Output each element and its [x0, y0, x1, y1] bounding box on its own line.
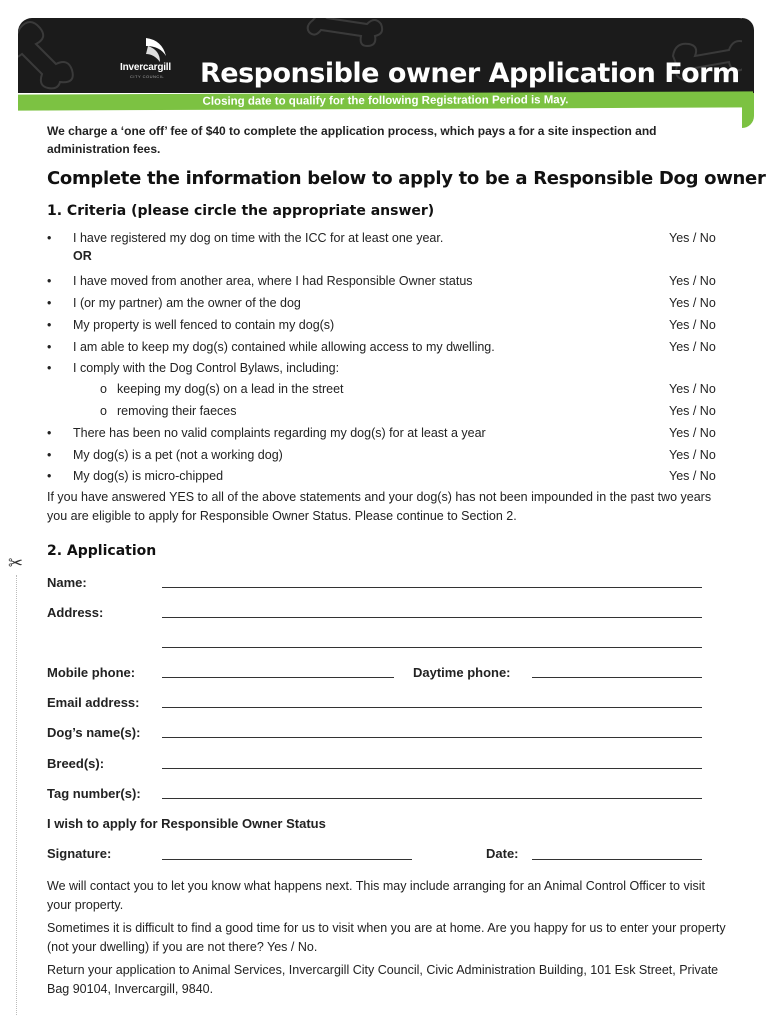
yes-no-answer[interactable]: Yes / No — [669, 469, 716, 483]
email-field[interactable] — [162, 707, 702, 708]
bullet: • — [47, 231, 52, 245]
criteria-text: There has been no valid complaints regarding my dog(s) for at least a year — [73, 426, 486, 440]
contact-note: We will contact you to let you know what happens next. This may include arranging for an Animal Control Officer to visit your property. — [47, 879, 705, 912]
email-label: Email address: — [47, 695, 140, 710]
criteria-sub-item — [47, 379, 727, 399]
sub-bullet: o — [100, 382, 107, 396]
criteria-text: I have registered my dog on time with the ICC for at least one year. — [73, 231, 444, 245]
address-field-line-2[interactable] — [162, 647, 702, 648]
date-field[interactable] — [532, 859, 702, 860]
daytime-phone-field[interactable] — [532, 677, 702, 678]
criteria-sub-item — [47, 401, 727, 421]
criteria-item — [47, 293, 727, 313]
cut-line — [16, 575, 17, 1015]
address-label: Address: — [47, 605, 104, 620]
bullet: • — [47, 296, 52, 310]
bullet: • — [47, 469, 52, 483]
header-banner — [18, 18, 753, 93]
criteria-text: My property is well fenced to contain my dog(s) — [73, 318, 335, 332]
date-label: Date: — [486, 846, 519, 861]
scissors-icon: ✂ — [8, 553, 24, 573]
return-address: Return your application to Animal Services, Invercargill City Council, Civic Administration Building, 101 Esk Street, Private Bag 90104, Invercargill, 9840. — [47, 963, 719, 996]
criteria-text: My dog(s) is a pet (not a working dog) — [73, 448, 283, 462]
yes-no-answer[interactable]: Yes / No — [669, 426, 716, 440]
council-logo-sub: CITY COUNCIL — [130, 74, 165, 79]
form-title: Responsible owner Application Form — [200, 58, 740, 89]
name-field[interactable] — [162, 587, 702, 588]
yes-no-answer[interactable]: Yes / No — [669, 382, 716, 396]
bullet: • — [47, 448, 52, 462]
criteria-text: I am able to keep my dog(s) contained while allowing access to my dwelling. — [73, 340, 495, 354]
criteria-item — [47, 315, 727, 335]
visit-note: Sometimes it is difficult to find a good time for us to visit when you are at home. Are you happy for us to enter your property (not your dwelling) if you are not there? Yes / No. — [47, 921, 726, 954]
yes-no-answer[interactable]: Yes / No — [669, 231, 716, 245]
or-label: OR — [73, 249, 92, 263]
fee-note: We charge a ‘one off’ fee of $40 to complete the application process, which pays a for a site inspection and administration fees. — [47, 124, 657, 156]
criteria-item — [47, 423, 727, 443]
address-field-line-1[interactable] — [162, 617, 702, 618]
application-heading: 2. Application — [47, 543, 157, 559]
criteria-item — [47, 445, 727, 465]
yes-no-answer[interactable]: Yes / No — [669, 318, 716, 332]
mobile-phone-field[interactable] — [162, 677, 394, 678]
criteria-text: keeping my dog(s) on a lead in the street — [117, 382, 344, 396]
signature-label: Signature: — [47, 846, 112, 861]
yes-no-answer[interactable]: Yes / No — [669, 448, 716, 462]
bullet: • — [47, 318, 52, 332]
name-label: Name: — [47, 575, 87, 590]
main-heading: Complete the information below to apply to be a Responsible Dog owner — [47, 168, 766, 189]
criteria-item — [47, 358, 727, 378]
criteria-text: I have moved from another area, where I had Responsible Owner status — [73, 274, 473, 288]
criteria-item — [47, 337, 727, 357]
criteria-text: I comply with the Dog Control Bylaws, including: — [73, 361, 340, 375]
tag-number-label: Tag number(s): — [47, 786, 141, 801]
bullet: • — [47, 426, 52, 440]
header-right-edge — [742, 18, 754, 128]
dogs-name-field[interactable] — [162, 737, 702, 738]
yes-no-answer[interactable]: Yes / No — [669, 340, 716, 354]
bullet: • — [47, 340, 52, 354]
criteria-heading: 1. Criteria (please circle the appropriate answer) — [47, 203, 435, 219]
signature-field[interactable] — [162, 859, 412, 860]
council-logo-name: Invercargill — [120, 62, 171, 73]
criteria-item — [47, 466, 727, 486]
criteria-text: removing their faeces — [117, 404, 237, 418]
yes-no-answer[interactable]: Yes / No — [669, 296, 716, 310]
apply-statement: I wish to apply for Responsible Owner Status — [47, 816, 326, 831]
bullet: • — [47, 274, 52, 288]
sub-bullet: o — [100, 404, 107, 418]
criteria-text: I (or my partner) am the owner of the dog — [73, 296, 301, 310]
closing-date-bar — [18, 91, 753, 110]
tag-number-field[interactable] — [162, 798, 702, 799]
criteria-item — [47, 228, 727, 248]
breed-label: Breed(s): — [47, 756, 105, 771]
breed-field[interactable] — [162, 768, 702, 769]
daytime-phone-label: Daytime phone: — [413, 665, 511, 680]
bullet: • — [47, 361, 52, 375]
eligibility-summary: If you have answered YES to all of the above statements and your dog(s) has not been impounded in the past two years you are eligible to apply for Responsible Owner Status. Please continue to Section 2. — [47, 490, 712, 523]
closing-date-text: Closing date to qualify for the following Registration Period is May. — [202, 94, 569, 108]
dogs-name-label: Dog’s name(s): — [47, 725, 141, 740]
criteria-text: My dog(s) is micro-chipped — [73, 469, 224, 483]
yes-no-answer[interactable]: Yes / No — [669, 274, 716, 288]
yes-no-answer[interactable]: Yes / No — [669, 404, 716, 418]
mobile-phone-label: Mobile phone: — [47, 665, 136, 680]
criteria-item — [47, 271, 727, 291]
